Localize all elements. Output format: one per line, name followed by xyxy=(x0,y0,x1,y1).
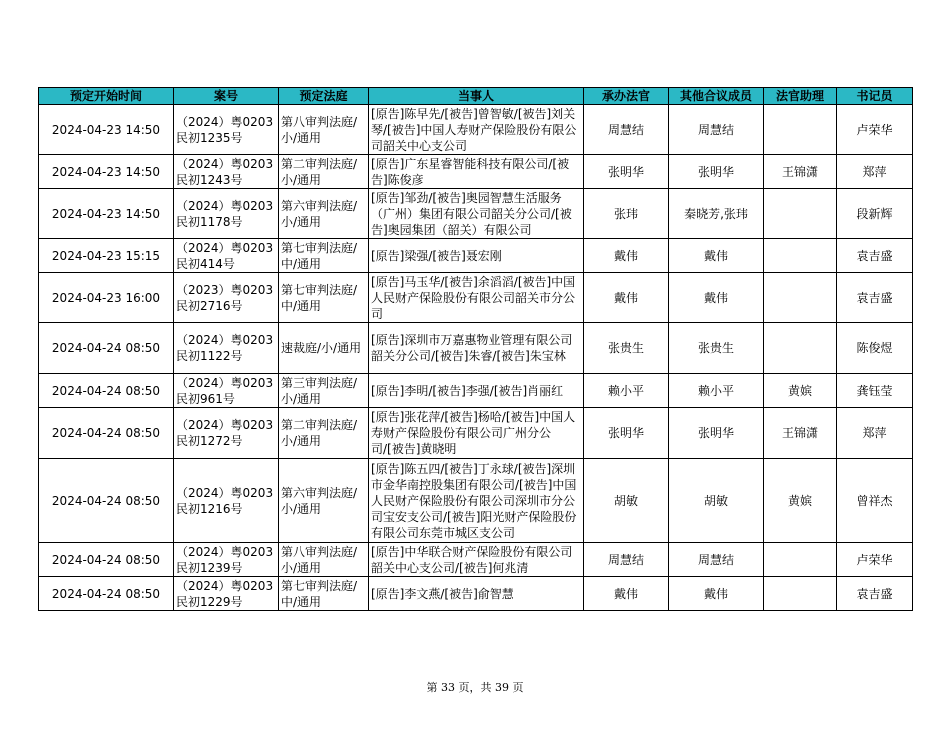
header-start-time: 预定开始时间 xyxy=(39,88,174,105)
cell-judge-assistant xyxy=(764,273,837,323)
cell-court: 第二审判法庭/小/通用 xyxy=(279,155,369,189)
cell-panel-members: 张明华 xyxy=(669,155,764,189)
cell-clerk: 郑萍 xyxy=(837,155,913,189)
cell-case-number: （2024）粤0203民初1272号 xyxy=(174,408,279,459)
cell-parties: [原告]梁强/[被告]聂宏刚 xyxy=(369,239,584,273)
cell-court: 第七审判法庭/中/通用 xyxy=(279,577,369,611)
cell-judge: 周慧结 xyxy=(584,105,669,155)
cell-case-number: （2023）粤0203民初2716号 xyxy=(174,273,279,323)
cell-start-time: 2024-04-24 08:50 xyxy=(39,577,174,611)
table-row xyxy=(39,577,913,611)
cell-panel-members: 张明华 xyxy=(669,408,764,459)
cell-panel-members: 周慧结 xyxy=(669,543,764,577)
cell-start-time: 2024-04-24 08:50 xyxy=(39,408,174,459)
cell-panel-members: 张贵生 xyxy=(669,323,764,374)
cell-panel-members: 胡敏 xyxy=(669,459,764,543)
cell-case-number: （2024）粤0203民初1243号 xyxy=(174,155,279,189)
cell-case-number: （2024）粤0203民初1178号 xyxy=(174,189,279,239)
cell-start-time: 2024-04-24 08:50 xyxy=(39,323,174,374)
cell-judge-assistant xyxy=(764,189,837,239)
cell-parties: [原告]广东星睿智能科技有限公司/[被告]陈俊彦 xyxy=(369,155,584,189)
header-judge-assistant: 法官助理 xyxy=(764,88,837,105)
header-parties: 当事人 xyxy=(369,88,584,105)
cell-court: 速裁庭/小/通用 xyxy=(279,323,369,374)
cell-case-number: （2024）粤0203民初961号 xyxy=(174,374,279,408)
cell-clerk: 卢荣华 xyxy=(837,543,913,577)
cell-judge: 戴伟 xyxy=(584,577,669,611)
cell-court: 第七审判法庭/中/通用 xyxy=(279,273,369,323)
cell-court: 第二审判法庭/小/通用 xyxy=(279,408,369,459)
cell-clerk: 陈俊煜 xyxy=(837,323,913,374)
cell-start-time: 2024-04-24 08:50 xyxy=(39,543,174,577)
table-row xyxy=(39,155,913,189)
cell-parties: [原告]马玉华/[被告]余滔滔/[被告]中国人民财产保险股份有限公司韶关市分公司 xyxy=(369,273,584,323)
table-header-row xyxy=(39,88,913,105)
cell-judge: 周慧结 xyxy=(584,543,669,577)
cell-panel-members: 赖小平 xyxy=(669,374,764,408)
cell-judge: 张明华 xyxy=(584,155,669,189)
cell-judge-assistant: 黄嫔 xyxy=(764,374,837,408)
cell-court: 第七审判法庭/中/通用 xyxy=(279,239,369,273)
cell-judge: 张贵生 xyxy=(584,323,669,374)
header-judge: 承办法官 xyxy=(584,88,669,105)
cell-judge-assistant: 王锦潇 xyxy=(764,155,837,189)
table-row xyxy=(39,543,913,577)
header-panel-members: 其他合议成员 xyxy=(669,88,764,105)
cell-case-number: （2024）粤0203民初1239号 xyxy=(174,543,279,577)
page-number-footer: 第 33 页，共 39 页 xyxy=(426,681,524,694)
cell-panel-members: 戴伟 xyxy=(669,273,764,323)
cell-panel-members: 戴伟 xyxy=(669,239,764,273)
cell-clerk: 袁吉盛 xyxy=(837,577,913,611)
cell-parties: [原告]邹劲/[被告]奥园智慧生活服务（广州）集团有限公司韶关分公司/[被告]奥园集团（韶关）有限公司 xyxy=(369,189,584,239)
table-row xyxy=(39,374,913,408)
cell-clerk: 龚钰莹 xyxy=(837,374,913,408)
cell-panel-members: 戴伟 xyxy=(669,577,764,611)
cell-clerk: 郑萍 xyxy=(837,408,913,459)
cell-judge: 张玮 xyxy=(584,189,669,239)
cell-case-number: （2024）粤0203民初1122号 xyxy=(174,323,279,374)
cell-case-number: （2024）粤0203民初1235号 xyxy=(174,105,279,155)
cell-start-time: 2024-04-24 08:50 xyxy=(39,374,174,408)
cell-parties: [原告]张花萍/[被告]杨哈/[被告]中国人寿财产保险股份有限公司广州分公司/[被告]黄晓明 xyxy=(369,408,584,459)
cell-judge: 戴伟 xyxy=(584,239,669,273)
cell-start-time: 2024-04-23 14:50 xyxy=(39,155,174,189)
cell-parties: [原告]深圳市万嘉惠物业管理有限公司韶关分公司/[被告]朱睿/[被告]朱宝林 xyxy=(369,323,584,374)
cell-judge: 赖小平 xyxy=(584,374,669,408)
table-row xyxy=(39,459,913,543)
header-clerk: 书记员 xyxy=(837,88,913,105)
table-row xyxy=(39,323,913,374)
cell-court: 第六审判法庭/小/通用 xyxy=(279,459,369,543)
cell-court: 第八审判法庭/小/通用 xyxy=(279,105,369,155)
cell-start-time: 2024-04-23 14:50 xyxy=(39,189,174,239)
table-row xyxy=(39,408,913,459)
cell-parties: [原告]李文燕/[被告]俞智慧 xyxy=(369,577,584,611)
cell-clerk: 卢荣华 xyxy=(837,105,913,155)
cell-judge-assistant: 王锦潇 xyxy=(764,408,837,459)
hearing-schedule-table xyxy=(38,87,913,611)
header-case-number: 案号 xyxy=(174,88,279,105)
cell-judge-assistant xyxy=(764,323,837,374)
table-row xyxy=(39,189,913,239)
cell-case-number: （2024）粤0203民初1216号 xyxy=(174,459,279,543)
cell-clerk: 段新辉 xyxy=(837,189,913,239)
cell-judge-assistant xyxy=(764,577,837,611)
cell-clerk: 袁吉盛 xyxy=(837,239,913,273)
cell-clerk: 袁吉盛 xyxy=(837,273,913,323)
header-court: 预定法庭 xyxy=(279,88,369,105)
cell-court: 第六审判法庭/小/通用 xyxy=(279,189,369,239)
cell-judge-assistant: 黄嫔 xyxy=(764,459,837,543)
cell-start-time: 2024-04-24 08:50 xyxy=(39,459,174,543)
cell-case-number: （2024）粤0203民初414号 xyxy=(174,239,279,273)
table-row xyxy=(39,273,913,323)
cell-parties: [原告]陈早先/[被告]曾智敏/[被告]刘关琴/[被告]中国人寿财产保险股份有限公司韶关中心支公司 xyxy=(369,105,584,155)
cell-panel-members: 周慧结 xyxy=(669,105,764,155)
cell-court: 第三审判法庭/小/通用 xyxy=(279,374,369,408)
cell-judge: 胡敏 xyxy=(584,459,669,543)
cell-judge-assistant xyxy=(764,105,837,155)
cell-judge: 张明华 xyxy=(584,408,669,459)
cell-case-number: （2024）粤0203民初1229号 xyxy=(174,577,279,611)
table-row xyxy=(39,105,913,155)
cell-parties: [原告]中华联合财产保险股份有限公司韶关中心支公司/[被告]何兆清 xyxy=(369,543,584,577)
cell-judge-assistant xyxy=(764,239,837,273)
cell-parties: [原告]陈五四/[被告]丁永球/[被告]深圳市金华南控股集团有限公司/[被告]中国人民财产保险股份有限公司深圳市分公司宝安支公司/[被告]阳光财产保险股份有限公司东莞市城区支公司 xyxy=(369,459,584,543)
cell-judge-assistant xyxy=(764,543,837,577)
cell-panel-members: 秦晓芳,张玮 xyxy=(669,189,764,239)
cell-start-time: 2024-04-23 16:00 xyxy=(39,273,174,323)
cell-start-time: 2024-04-23 14:50 xyxy=(39,105,174,155)
cell-clerk: 曾祥杰 xyxy=(837,459,913,543)
cell-parties: [原告]李明/[被告]李强/[被告]肖丽红 xyxy=(369,374,584,408)
cell-court: 第八审判法庭/小/通用 xyxy=(279,543,369,577)
table-row xyxy=(39,239,913,273)
cell-judge: 戴伟 xyxy=(584,273,669,323)
cell-start-time: 2024-04-23 15:15 xyxy=(39,239,174,273)
